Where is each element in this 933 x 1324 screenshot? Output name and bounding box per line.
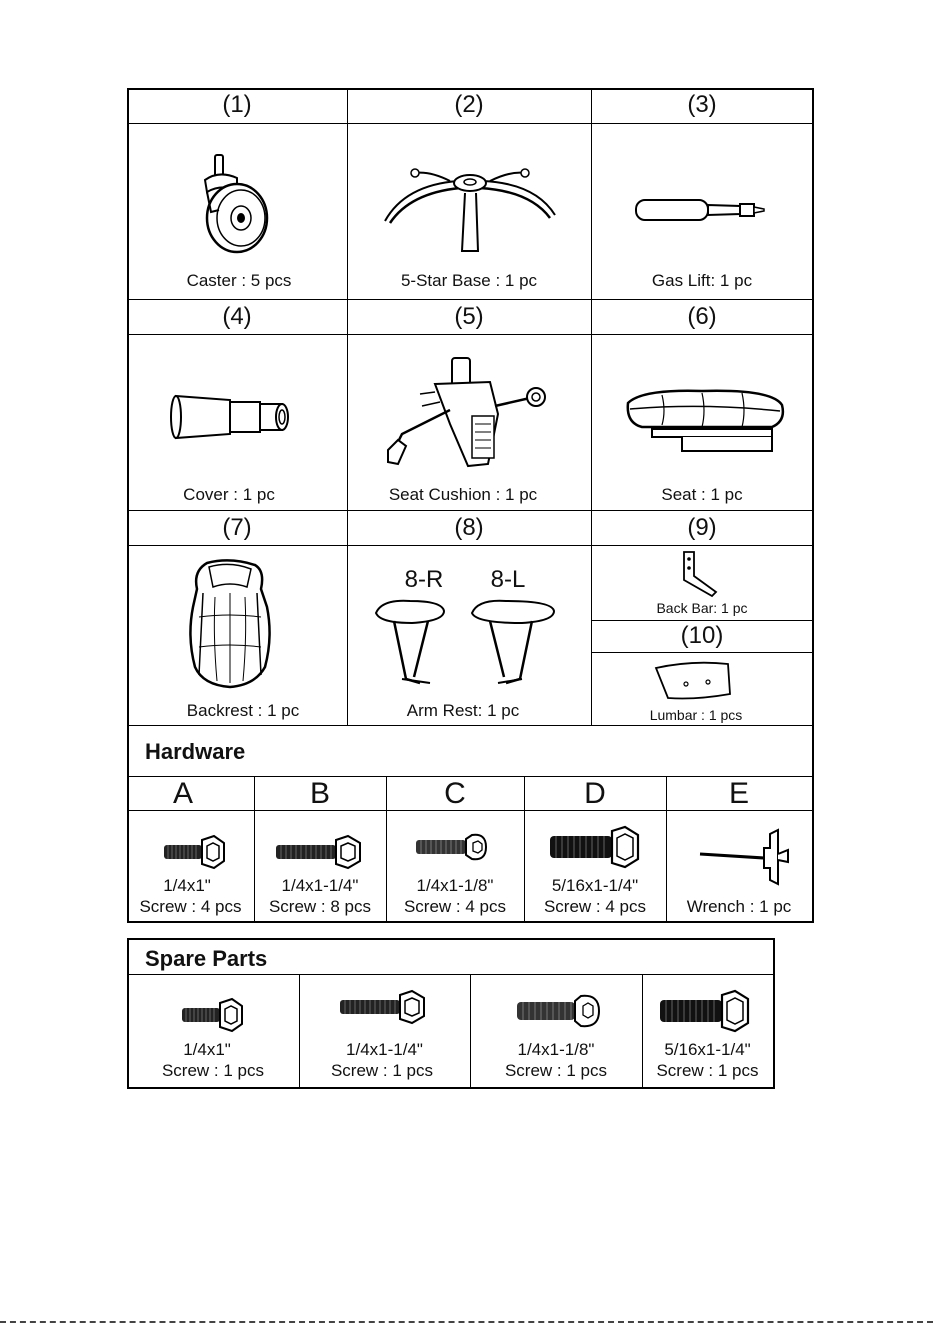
- backrest-icon: [185, 557, 275, 691]
- part-caption-7: Backrest : 1 pc: [186, 701, 300, 720]
- hex-screw-icon: [658, 990, 752, 1032]
- hardware-qty-b: Screw : 8 pcs: [268, 897, 372, 916]
- cover-icon: [168, 392, 293, 442]
- hex-screw-icon: [338, 989, 428, 1025]
- part-number-9: (9): [687, 514, 717, 541]
- hardware-letter-c: C: [444, 777, 466, 810]
- hardware-size-c: 1/4x1-1/8": [416, 876, 494, 895]
- hardware-size-b: 1/4x1-1/4": [281, 876, 359, 895]
- spare-qty-1: Screw : 1 pcs: [161, 1061, 265, 1080]
- part-number-8: (8): [454, 514, 484, 541]
- hardware-qty-c: Screw : 4 pcs: [403, 897, 507, 916]
- part-number-10: (10): [680, 622, 724, 649]
- part-number-7: (7): [222, 514, 252, 541]
- hardware-letter-e: E: [728, 777, 749, 810]
- arm-rest-icon: [372, 597, 562, 689]
- part-number-3: (3): [687, 91, 717, 118]
- seat-icon: [622, 385, 787, 457]
- spare-size-3: 1/4x1-1/8": [517, 1040, 595, 1059]
- spare-parts-title: Spare Parts: [145, 946, 268, 971]
- star-base-icon: [380, 163, 560, 258]
- part-number-1: (1): [222, 91, 252, 118]
- page-edge-dashes: [0, 1321, 933, 1323]
- flat-screw-icon: [414, 833, 490, 863]
- spare-size-4: 5/16x1-1/4": [664, 1040, 751, 1059]
- back-bar-icon: [680, 550, 720, 598]
- part-caption-3: Gas Lift: 1 pc: [651, 271, 753, 290]
- spare-qty-2: Screw : 1 pcs: [330, 1061, 434, 1080]
- part-caption-10: Lumbar : 1 pcs: [649, 707, 743, 723]
- hex-screw-icon: [548, 826, 642, 868]
- hardware-letter-b: B: [309, 777, 330, 810]
- part-caption-6: Seat : 1 pc: [661, 485, 743, 504]
- hardware-qty-a: Screw : 4 pcs: [139, 897, 242, 916]
- flat-screw-icon: [515, 994, 603, 1028]
- gas-lift-icon: [632, 195, 772, 225]
- part-number-6: (6): [687, 303, 717, 330]
- part-caption-4: Cover : 1 pc: [183, 485, 275, 504]
- spare-size-2: 1/4x1-1/4": [346, 1040, 423, 1059]
- part-caption-5: Seat Cushion : 1 pc: [388, 485, 538, 504]
- hardware-size-d: 5/16x1-1/4": [551, 876, 639, 895]
- part-caption-1: Caster : 5 pcs: [186, 271, 292, 290]
- hardware-qty-e: Wrench : 1 pc: [686, 897, 792, 916]
- part-number-4: (4): [222, 303, 252, 330]
- part-number-5: (5): [454, 303, 484, 330]
- spare-qty-3: Screw : 1 pcs: [504, 1061, 608, 1080]
- arm-rest-right-label: 8-R: [404, 566, 444, 593]
- hardware-qty-d: Screw : 4 pcs: [543, 897, 647, 916]
- hardware-size-a: 1/4x1": [163, 876, 211, 895]
- part-caption-9: Back Bar: 1 pc: [656, 600, 748, 616]
- hex-screw-icon: [274, 834, 364, 870]
- part-caption-2: 5-Star Base : 1 pc: [400, 271, 538, 290]
- lumbar-icon: [652, 660, 734, 702]
- hardware-letter-d: D: [584, 777, 606, 810]
- spare-qty-4: Screw : 1 pcs: [656, 1061, 759, 1080]
- seat-mechanism-icon: [380, 354, 550, 469]
- arm-rest-left-label: 8-L: [490, 566, 526, 593]
- part-caption-8: Arm Rest: 1 pc: [406, 701, 520, 720]
- caster-icon: [195, 150, 285, 260]
- allen-wrench-icon: [698, 828, 790, 886]
- part-number-2: (2): [454, 91, 484, 118]
- spare-size-1: 1/4x1": [183, 1040, 231, 1059]
- hex-screw-icon: [162, 834, 228, 870]
- hex-screw-icon: [180, 997, 246, 1033]
- hardware-letter-a: A: [172, 777, 193, 810]
- hardware-title: Hardware: [145, 739, 246, 764]
